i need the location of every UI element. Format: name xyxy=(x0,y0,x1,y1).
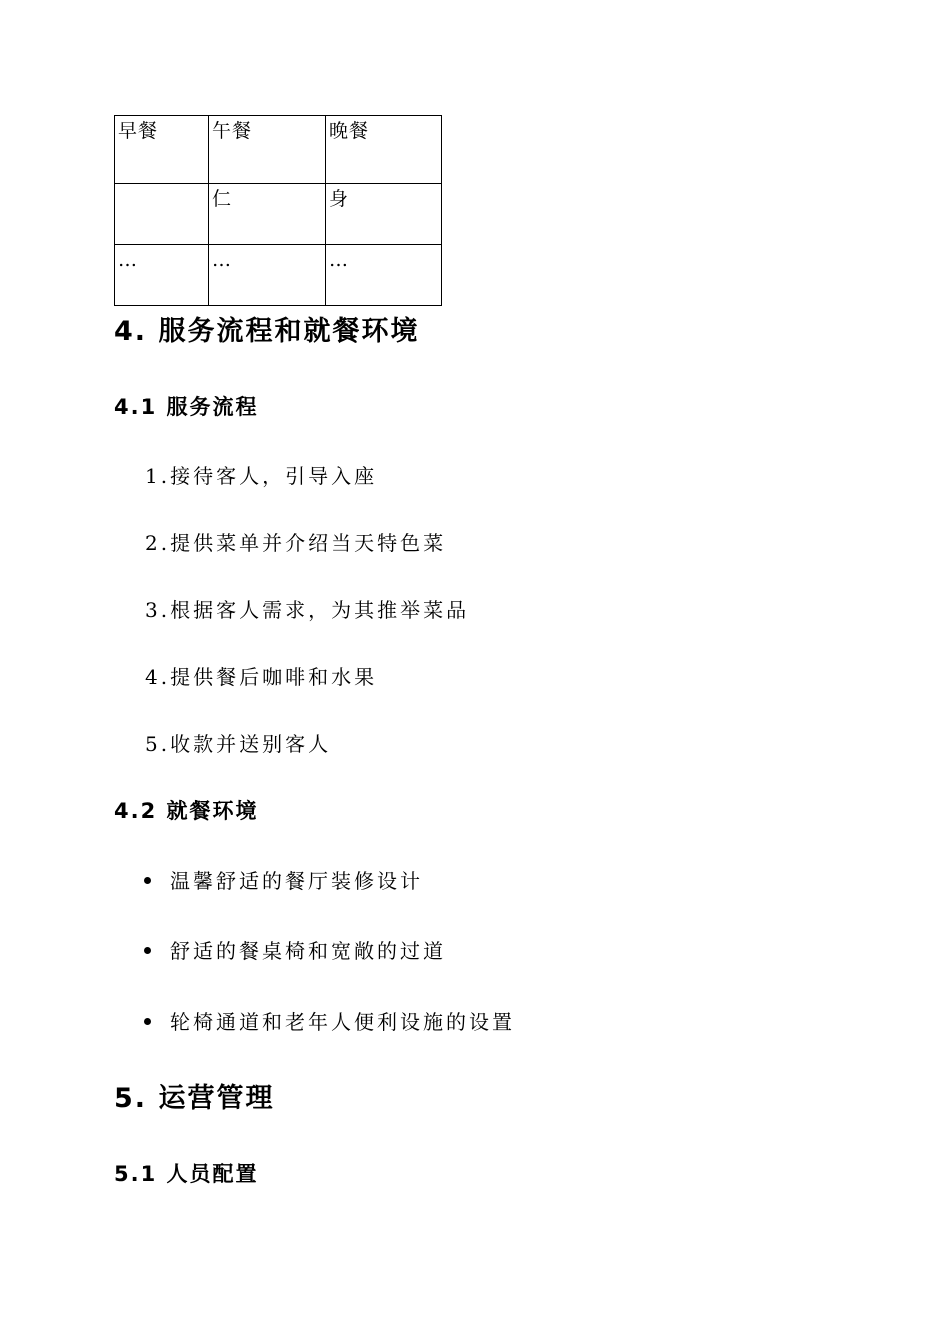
list-item: 1.接待客人，引导入座 xyxy=(145,464,378,488)
bullet-icon xyxy=(144,877,151,884)
bullet-text: 舒适的餐桌椅和宽敞的过道 xyxy=(170,939,446,963)
section-4-2-heading: 4.2 就餐环境 xyxy=(114,799,259,823)
meal-table xyxy=(114,115,442,306)
table-cell xyxy=(115,184,209,245)
bullet-item xyxy=(144,865,423,894)
table-cell: 晚餐 xyxy=(326,116,442,184)
section-4-heading: 4. 服务流程和就餐环境 xyxy=(114,316,420,347)
section-4-1-heading: 4.1 服务流程 xyxy=(114,395,259,419)
bullet-icon xyxy=(144,947,151,954)
bullet-item xyxy=(144,1006,515,1035)
section-5-1-heading: 5.1 人员配置 xyxy=(114,1162,259,1186)
table-row xyxy=(115,245,442,306)
list-item: 5.收款并送别客人 xyxy=(145,732,332,756)
table-cell: 早餐 xyxy=(115,116,209,184)
section-5-heading: 5. 运营管理 xyxy=(114,1083,275,1114)
table-cell: 仁 xyxy=(209,184,326,245)
table-cell: 午餐 xyxy=(209,116,326,184)
bullet-icon xyxy=(144,1018,151,1025)
table-cell: … xyxy=(209,245,326,306)
table-cell: … xyxy=(115,245,209,306)
table-cell: … xyxy=(326,245,442,306)
table-cell: 身 xyxy=(326,184,442,245)
list-item: 3.根据客人需求，为其推举菜品 xyxy=(145,598,470,622)
table-row xyxy=(115,184,442,245)
list-item: 2.提供菜单并介绍当天特色菜 xyxy=(145,531,447,555)
bullet-text: 轮椅通道和老年人便利设施的设置 xyxy=(170,1010,515,1034)
table-row xyxy=(115,116,442,184)
list-item: 4.提供餐后咖啡和水果 xyxy=(145,665,378,689)
bullet-item xyxy=(144,935,446,964)
bullet-text: 温馨舒适的餐厅装修设计 xyxy=(170,869,423,893)
